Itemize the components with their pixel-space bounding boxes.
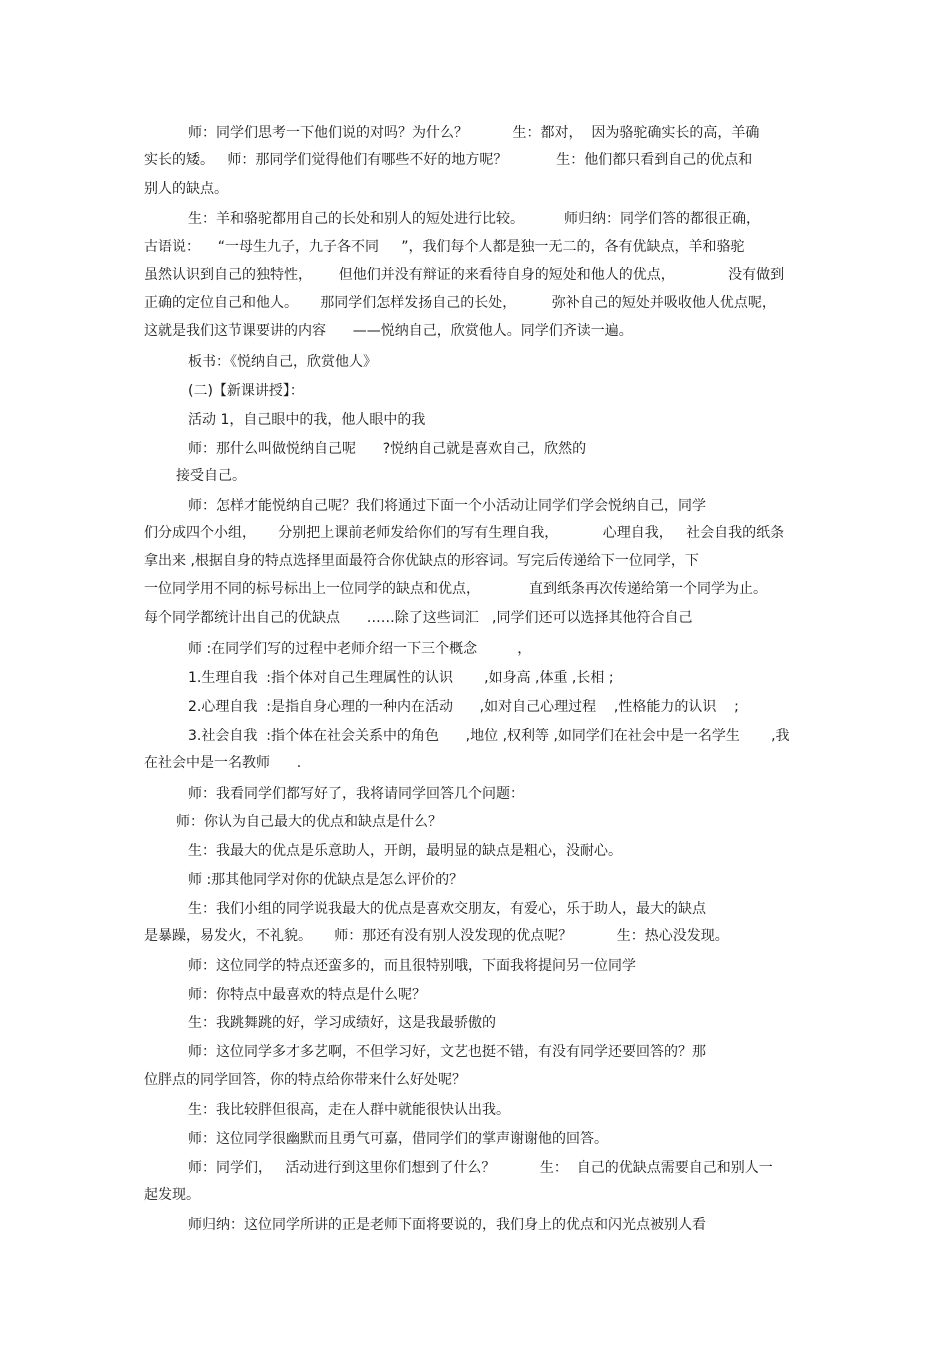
text-line: 生：我比较胖但很高，走在人群中就能很快认出我。 xyxy=(188,1102,510,1118)
text-line: 位胖点的同学回答，你的特点给你带来什么好处呢？ xyxy=(144,1072,466,1088)
text-line: 生：羊和骆驼都用自己的长处和别人的短处进行比较。 师归纳：同学们答的都很正确， xyxy=(188,211,761,227)
text-line: 师：这位同学很幽默而且勇气可嘉，借同学们的掌声谢谢他的回答。 xyxy=(188,1131,608,1147)
text-line: 师归纳：这位同学所讲的正是老师下面将要说的，我们身上的优点和闪光点被别人看 xyxy=(188,1217,706,1233)
text-line: 师：这位同学多才多艺啊，不但学习好，文艺也挺不错，有没有同学还要回答的？那 xyxy=(188,1044,706,1060)
text-line: 活动 1，自己眼中的我，他人眼中的我 xyxy=(188,412,426,428)
text-line: 生：我跳舞跳的好，学习成绩好，这是我最骄傲的 xyxy=(188,1015,496,1031)
text-line: 是暴躁，易发火，不礼貌。 师：那还有没有别人没发现的优点呢？ 生：热心没发现。 xyxy=(144,928,729,944)
text-line: 起发现。 xyxy=(144,1187,200,1203)
text-line: 生：我们小组的同学说我最大的优点是喜欢交朋友，有爱心，乐于助人，最大的缺点 xyxy=(188,901,706,917)
text-line: 每个同学都统计出自己的优缺点 ……除了这些词汇 ,同学们还可以选择其他符合自己 xyxy=(144,610,693,626)
text-line: 板书：《悦纳自己，欣赏他人》 xyxy=(188,354,377,370)
text-line: 师 :在同学们写的过程中老师介绍一下三个概念 ， xyxy=(188,641,532,657)
text-line: 别人的缺点。 xyxy=(144,181,228,197)
text-line: 2.心理自我 :是指自身心理的一种内在活动 ,如对自己心理过程 ,性格能力的认识 ; xyxy=(188,699,739,715)
text-line: 古语说： “一母生九子，九子各不同 ”，我们每个人都是独一无二的，各有优缺点，羊和骆驼 xyxy=(144,239,745,255)
text-line: 实长的矮。 师：那同学们觉得他们有哪些不好的地方呢？ 生：他们都只看到自己的优点和 xyxy=(144,152,753,168)
text-line: 师 :那其他同学对你的优缺点是怎么评价的？ xyxy=(188,872,464,888)
text-line: 生：我最大的优点是乐意助人，开朗，最明显的缺点是粗心，没耐心。 xyxy=(188,843,622,859)
text-line: (二)【新课讲授】： xyxy=(188,383,304,399)
text-line: 师：怎样才能悦纳自己呢？我们将通过下面一个小活动让同学们学会悦纳自己，同学 xyxy=(188,498,706,514)
text-line: 师：你认为自己最大的优点和缺点是什么？ xyxy=(176,814,442,830)
text-line: 这就是我们这节课要讲的内容 ——悦纳自己，欣赏他人。同学们齐读一遍。 xyxy=(144,323,633,339)
text-line: 师：同学们思考一下他们说的对吗？为什么？ 生：都对， 因为骆驼确实长的高，羊确 xyxy=(188,125,760,141)
text-line: 师：这位同学的特点还蛮多的，而且很特别哦，下面我将提问另一位同学 xyxy=(188,958,636,974)
text-line: 师：同学们， 活动进行到这里你们想到了什么？ 生： 自己的优缺点需要自己和别人一 xyxy=(188,1160,773,1176)
text-line: 在社会中是一名教师 . xyxy=(144,755,302,771)
text-line: 一位同学用不同的标号标出上一位同学的缺点和优点， 直到纸条再次传递给第一个同学为止。 xyxy=(144,581,767,597)
text-line: 3.社会自我 :指个体在社会关系中的角色 ,地位 ,权利等 ,如同学们在社会中是一名学生 ,我 xyxy=(188,728,790,744)
text-line: 正确的定位自己和他人。 那同学们怎样发扬自己的长处， 弥补自己的短处并吸收他人优点呢， xyxy=(144,295,776,311)
text-line: 虽然认识到自己的独特性， 但他们并没有辩证的来看待自身的短处和他人的优点， 没有做到 xyxy=(144,267,785,283)
text-line: 拿出来 ,根据自身的特点选择里面最符合你优缺点的形容词。写完后传递给下一位同学，下 xyxy=(144,553,699,569)
text-line: 师：你特点中最喜欢的特点是什么呢？ xyxy=(188,987,426,1003)
text-line: 师：我看同学们都写好了，我将请同学回答几个问题： xyxy=(188,786,524,802)
text-line: 接受自己。 xyxy=(176,468,246,484)
text-line: 1.生理自我 :指个体对自己生理属性的认识 ,如身高 ,体重 ,长相 ; xyxy=(188,670,614,686)
text-line: 师：那什么叫做悦纳自己呢 ?悦纳自己就是喜欢自己，欣然的 xyxy=(188,441,587,457)
text-line: 们分成四个小组， 分别把上课前老师发给你们的写有生理自我， 心理自我， 社会自我的纸条 xyxy=(144,525,785,541)
